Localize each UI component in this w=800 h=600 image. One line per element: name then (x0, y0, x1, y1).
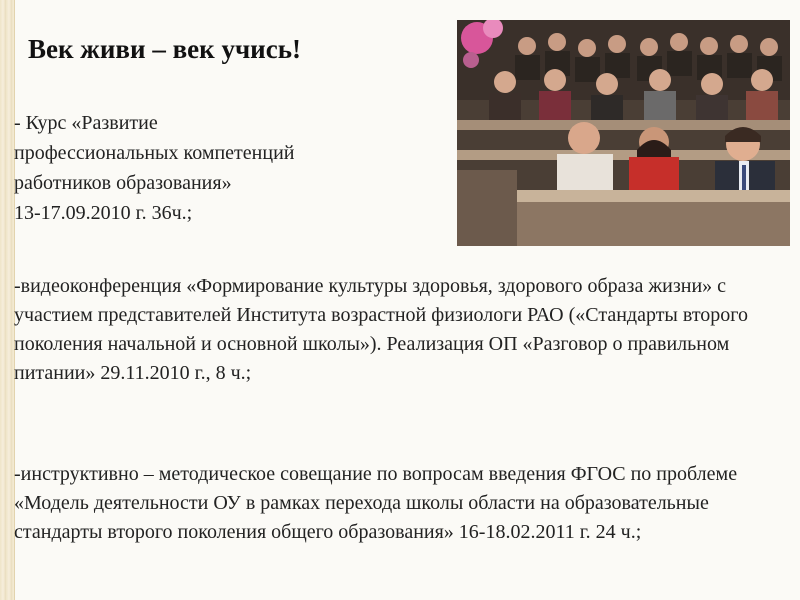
slide-title: Век живи – век учись! (28, 34, 301, 64)
course-line: 13-17.09.2010 г. 36ч.; (14, 202, 193, 224)
audience-photo-illustration (457, 20, 790, 246)
course-line: профессиональных компетенций (14, 142, 295, 164)
course-line: работников образования» (14, 172, 232, 194)
decorative-left-border (0, 0, 15, 600)
conference-photo (457, 20, 790, 246)
course-line: - Курс «Развитие (14, 112, 158, 134)
course-block (14, 108, 434, 228)
videoconference-paragraph: -видеоконференция «Формирование культуры здоровья, здорового образа жизни» с участием представителей Института возрастной физиологи РАО («Стандарты второго поколения начальной и основной школы»). Реализация ОП «Разговор о правильном питании» 29.11.2010 г., 8 ч.; (14, 275, 748, 384)
meeting-paragraph: -инструктивно – методическое совещание по вопросам введения ФГОС по проблеме «Модель деятельности ОУ в рамках перехода школы области на образовательные стандарты второго поколения общего образования» 16-18.02.2011 г. 24 ч.; (14, 463, 738, 543)
